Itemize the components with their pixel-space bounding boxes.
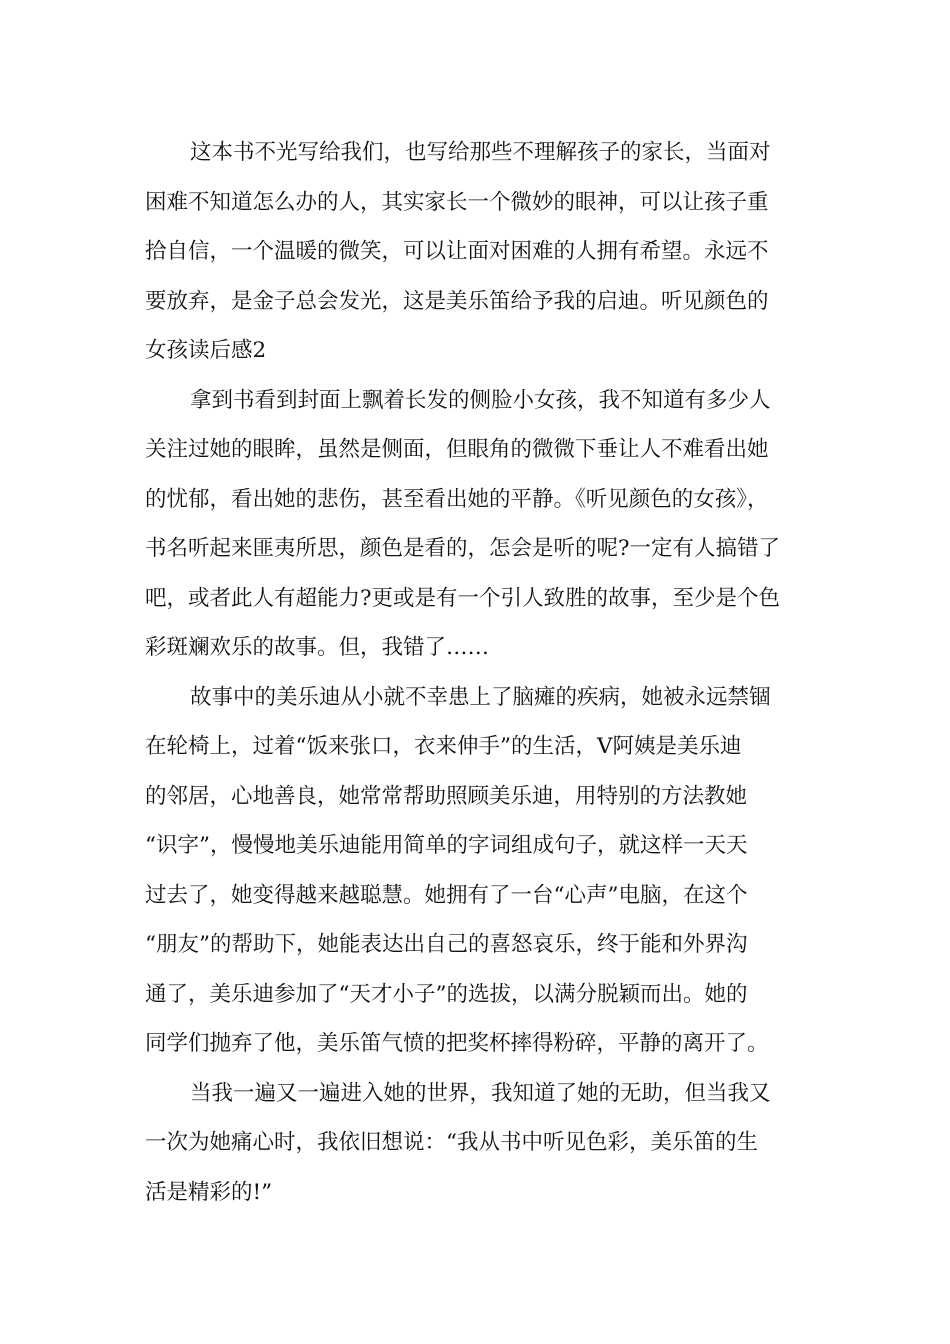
text-line: 拿到书看到封面上飘着长发的侧脸小女孩，我不知道有多少人 [190,387,771,413]
text-line: 通了，美乐迪参加了“天才小子”的选拔，以满分脱颖而出。她的 [145,981,748,1007]
text-line: 吧，或者此人有超能力?更或是有一个引人致胜的故事，至少是个色 [145,585,781,611]
text-line: 书名听起来匪夷所思，颜色是看的，怎会是听的呢?一定有人搞错了 [145,536,781,561]
text-line: 的邻居，心地善良，她常常帮助照顾美乐迪，用特别的方法教她 [145,783,748,809]
text-line: 困难不知道怎么办的人，其实家长一个微妙的眼神，可以让孩子重 [145,189,769,215]
text-line: 故事中的美乐迪从小就不幸患上了脑瘫的疾病，她被永远禁锢 [190,684,771,710]
text-line: 同学们抛弃了他，美乐笛气愤的把奖杯摔得粉碎，平静的离开了。 [145,1031,769,1056]
text-line: 的忧郁，看出她的悲伤，甚至看出她的平静。《听见颜色的女孩》， [145,486,769,512]
text-line: 在轮椅上，过着“饭来张口，衣来伸手”的生活，V阿姨是美乐迪 [145,734,742,759]
paragraph-4 [145,1069,820,1218]
document-body [145,128,820,1217]
paragraph-3 [145,673,820,1069]
text-line: 拾自信，一个温暖的微笑，可以让面对困难的人拥有希望。永远不 [145,239,769,264]
text-line: 关注过她的眼眸，虽然是侧面，但眼角的微微下垂让人不难看出她 [145,437,769,462]
text-line: 要放弃，是金子总会发光，这是美乐笛给予我的启迪。听见颜色的 [145,288,769,314]
text-line: 当我一遍又一遍进入她的世界，我知道了她的无助，但当我又 [190,1080,771,1106]
text-line: 一次为她痛心时，我依旧想说：“我从书中听见色彩，美乐笛的生 [145,1130,758,1155]
text-line: “识字”，慢慢地美乐迪能用简单的字词组成句子，就这样一天天 [145,833,748,858]
text-line: 女孩读后感2 [145,338,267,363]
paragraph-2 [145,376,820,673]
text-line: 彩斑斓欢乐的故事。但，我错了…… [145,635,490,660]
text-line: 过去了，她变得越来越聪慧。她拥有了一台“心声”电脑，在这个 [145,882,748,908]
text-line: 活是精彩的!” [145,1179,273,1205]
text-line: 这本书不光写给我们，也写给那些不理解孩子的家长，当面对 [190,140,771,165]
text-line: “朋友”的帮助下，她能表达出自己的喜怒哀乐，终于能和外界沟 [145,932,748,957]
paragraph-1 [145,128,820,376]
